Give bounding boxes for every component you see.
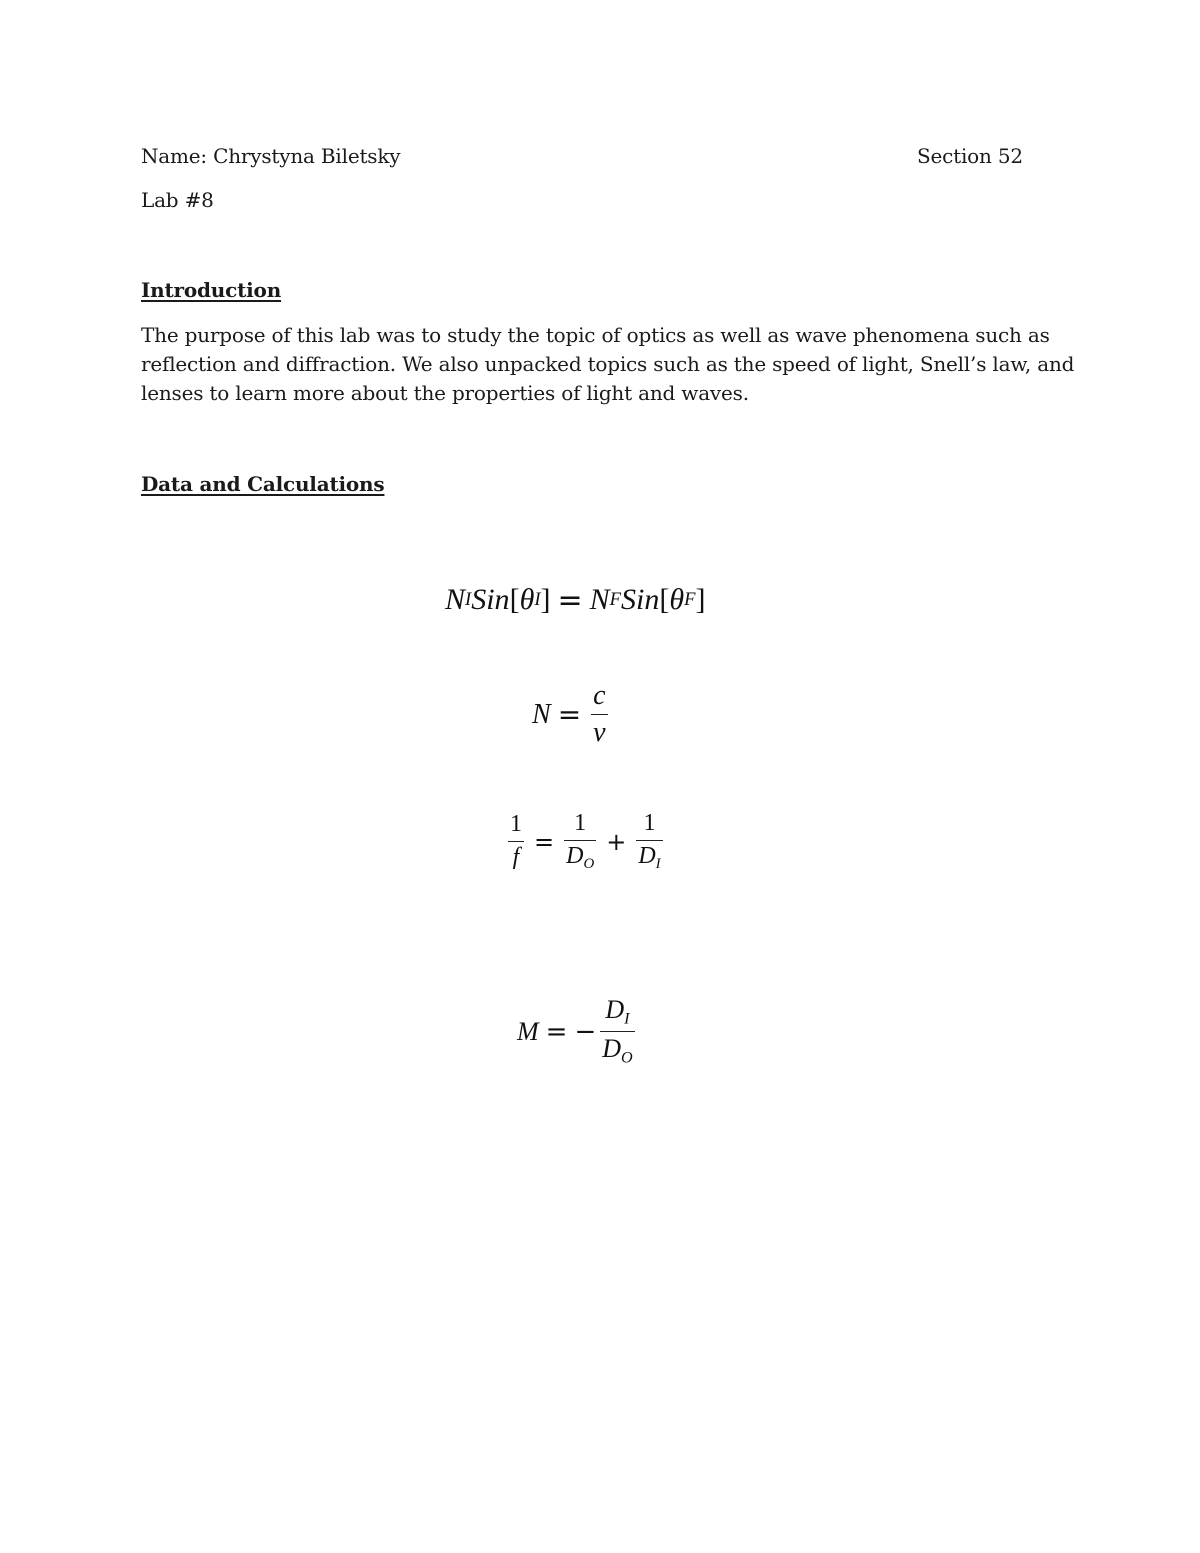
eq-symbol: θ [519, 583, 535, 616]
eq-subscript: F [684, 589, 696, 610]
eq-subscript: O [583, 856, 595, 873]
refractive-index-equation [532, 680, 611, 750]
eq-subscript: I [624, 1010, 630, 1028]
eq-operator: = [557, 582, 583, 618]
eq-bracket: ] [540, 583, 551, 616]
eq-subscript: F [609, 589, 622, 610]
data-calculations-heading: Data and Calculations [141, 472, 385, 496]
fraction-bar [508, 841, 524, 842]
section-label: Section 52 [917, 144, 1023, 168]
fraction-bar [564, 840, 596, 841]
eq-denominator [636, 843, 662, 873]
eq-function: Sin [621, 583, 660, 616]
eq-fraction [508, 811, 524, 871]
eq-denominator: v [593, 717, 606, 749]
introduction-paragraph [141, 321, 1075, 408]
eq-numerator: 1 [643, 810, 656, 836]
eq-denominator [600, 1034, 634, 1068]
eq-operator: = [545, 1016, 568, 1047]
introduction-heading: Introduction [141, 278, 282, 302]
eq-numerator [603, 995, 631, 1029]
eq-operator: = [534, 827, 555, 856]
snell-law-equation [445, 578, 705, 622]
eq-symbol: θ [669, 583, 685, 616]
paragraph-line: reflection and diffraction. We also unpacked topics such as the speed of light, Snell’s law, and [141, 352, 1075, 376]
eq-symbol: D [605, 995, 625, 1024]
thin-lens-equation [505, 810, 666, 873]
eq-numerator: c [593, 680, 606, 711]
eq-operator: + [606, 827, 627, 856]
eq-symbol: D [638, 842, 656, 869]
fraction-bar [591, 714, 607, 715]
lab-number: Lab #8 [141, 188, 214, 212]
eq-bracket: [ [509, 583, 520, 616]
eq-subscript: I [534, 589, 541, 610]
eq-numerator: 1 [510, 811, 522, 838]
eq-symbol: M [517, 1016, 539, 1046]
fraction-bar [600, 1031, 634, 1032]
student-name: Name: Chrystyna Biletsky [141, 144, 401, 168]
fraction-bar [636, 840, 662, 841]
eq-fraction [600, 995, 634, 1069]
eq-function: Sin [471, 583, 510, 616]
paragraph-line: lenses to learn more about the properties of light and waves. [141, 381, 749, 405]
eq-bracket: ] [695, 583, 706, 616]
magnification-equation [517, 995, 638, 1069]
eq-fraction [564, 810, 596, 873]
eq-symbol: D [602, 1034, 622, 1064]
eq-fraction [591, 680, 607, 750]
eq-symbol: N [532, 698, 551, 730]
eq-subscript: I [465, 589, 472, 610]
eq-symbol: N [445, 583, 466, 616]
eq-denominator [564, 843, 596, 873]
eq-symbol: N [589, 583, 610, 616]
eq-subscript: O [621, 1050, 633, 1068]
eq-operator: − [574, 1016, 597, 1047]
eq-bracket: [ [659, 583, 670, 616]
eq-subscript: I [655, 856, 661, 873]
eq-fraction [636, 810, 662, 873]
paragraph-line: The purpose of this lab was to study the topic of optics as well as wave phenomena such as [141, 323, 1050, 347]
eq-denominator: f [512, 844, 520, 871]
eq-numerator: 1 [574, 810, 587, 836]
eq-symbol: D [566, 842, 584, 869]
eq-operator: = [557, 698, 582, 732]
